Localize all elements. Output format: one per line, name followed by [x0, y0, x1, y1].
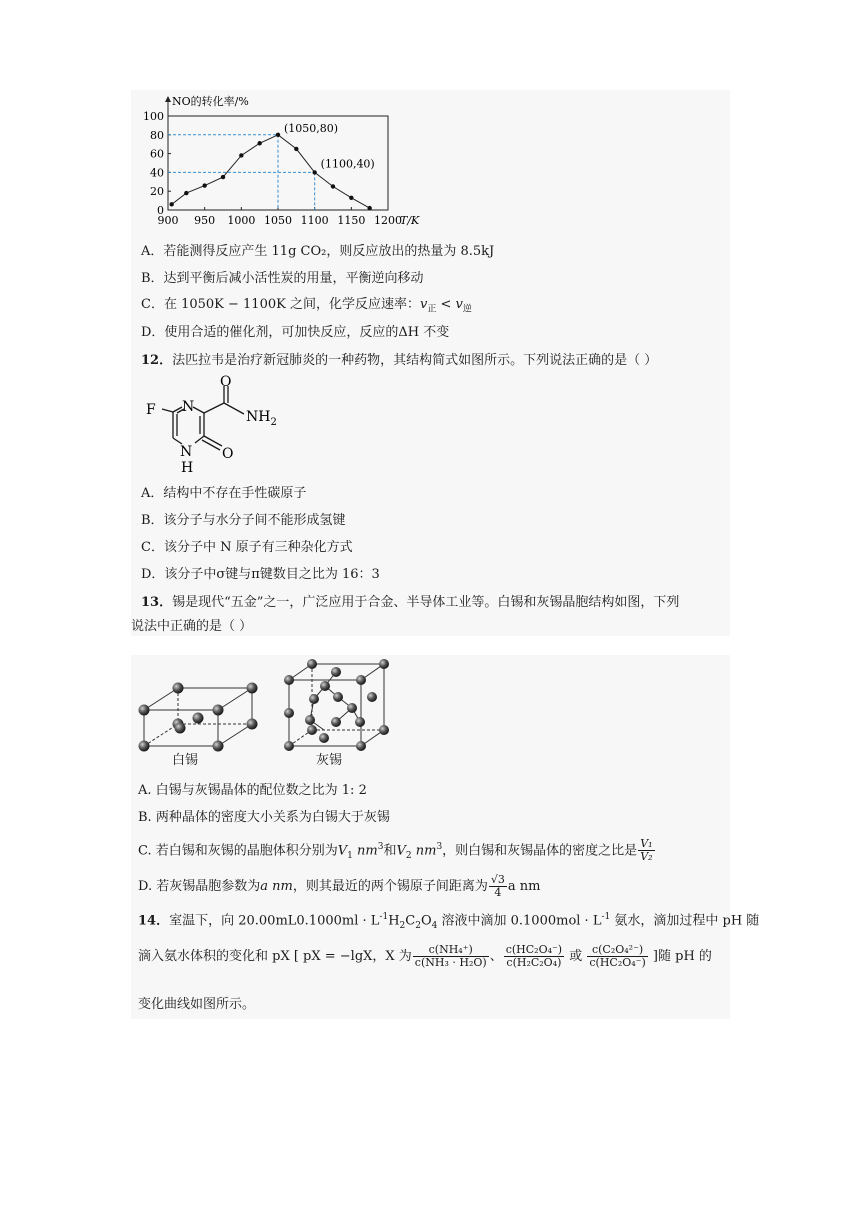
grey-tin-cell-diagram [280, 656, 392, 756]
q11-option-c [141, 296, 472, 319]
data-point [349, 196, 353, 200]
frac1-den: c(NH₃ · H₂O) [414, 956, 487, 969]
q14-line3: 变化曲线如图所示。 [138, 997, 256, 1012]
separator-1: 、 [489, 949, 503, 964]
q14-sub-3: 4 [431, 920, 438, 931]
fluorine-label: F [146, 402, 156, 418]
frac2-den: c(H₂C₂O₄) [506, 956, 562, 969]
oxygen-top-label: O [220, 374, 232, 390]
q12-stem-text: 法匹拉韦是治疗新冠肺炎的一种药物，其结构简式如图所示。下列说法正确的是（ ） [172, 353, 658, 368]
data-point [294, 147, 298, 151]
q12-option-c: C．该分子中 N 原子有三种杂化方式 [141, 540, 353, 555]
x-tick-label: 1000 [227, 214, 256, 227]
data-point [221, 175, 225, 179]
q14-sub-2: 2 [415, 920, 421, 931]
q14-c: C [405, 913, 416, 929]
conversion-line [172, 135, 370, 208]
nitrogen-bottom-label: N [180, 444, 193, 460]
volume-v2: V [396, 843, 406, 859]
data-point [239, 153, 243, 157]
x-axis-title: T/K [400, 214, 420, 227]
density-ratio-fraction [638, 838, 654, 863]
data-point [312, 170, 316, 174]
distance-unit: a nm [507, 879, 541, 894]
q13-stem-text: 锡是现代“五金”之一，广泛应用于合金、半导体工业等。白锡和灰锡晶胞结构如图，下列 [172, 595, 680, 610]
q13-option-d-text: D. 若灰锡晶胞参数为 [138, 879, 261, 894]
distance-fraction [489, 874, 507, 899]
q13-number: 13． [141, 595, 173, 610]
volume-v2-sub: 2 [405, 850, 412, 861]
q12-option-d: D．该分子中σ键与π键数目之比为 16：3 [141, 567, 380, 582]
q11-option-b: B．达到平衡后减小活性炭的用量，平衡逆向移动 [141, 271, 424, 286]
fraction-numerator-sqrt: √3 [490, 873, 505, 886]
q13-stem-line2: 说法中正确的是（ ） [131, 619, 253, 634]
data-point [276, 133, 280, 137]
q12-option-b: B．该分子与水分子间不能形成氢键 [141, 513, 346, 528]
y-axis-arrow-icon [165, 96, 171, 102]
amine-subscript: 2 [270, 417, 277, 428]
nitrogen-ring-label: N [182, 399, 195, 415]
q14-line2-b: ]随 pH 的 [648, 949, 712, 964]
white-tin-label: 白锡 [172, 753, 199, 768]
data-point [257, 141, 261, 145]
volume-v1: V [337, 843, 348, 859]
q11-option-d: D．使用合适的催化剂，可加快反应，反应的ΔH 不变 [141, 325, 450, 340]
q12-option-a: A．结构中不存在手性碳原子 [141, 486, 307, 501]
y-tick-label: 100 [143, 110, 164, 123]
conversion-rate-chart [136, 92, 426, 232]
sub-reverse: 逆 [462, 304, 472, 315]
fraction-denominator-4: 4 [494, 886, 502, 899]
q14-number: 14． [138, 913, 170, 929]
q14-line1 [138, 908, 759, 935]
unit-nm-1: nm [352, 843, 378, 859]
x-tick-label: 1150 [337, 214, 366, 227]
q13-option-c-text: C. 若白锡和灰锡的晶胞体积分别为 [138, 843, 338, 859]
q13-option-a: A. 白锡与灰锡晶体的配位数之比为 1: 2 [138, 783, 367, 798]
ratio-fraction-3 [587, 944, 647, 969]
x-tick-label: 1100 [300, 214, 329, 227]
q13-option-c [138, 838, 656, 865]
q14-text-f: 氨水，滴加过程中 pH 随 [610, 913, 760, 929]
favipiravir-structure [140, 374, 290, 478]
volume-v1-sub: 1 [347, 850, 353, 861]
q11-option-a: A．若能测得反应产生 11g CO₂，则反应放出的热量为 8.5kJ [141, 244, 495, 259]
and-word: 和 [383, 843, 397, 859]
frac2-num: c(HC₂O₄⁻) [505, 943, 563, 956]
y-tick-label: 0 [157, 204, 164, 217]
y-axis-title: NO的转化率/% [172, 95, 249, 108]
q11-option-c-text: C．在 1050K − 1100K 之间，化学反应速率： [141, 297, 420, 312]
lattice-param: a nm [260, 879, 293, 894]
amine-label [246, 409, 277, 428]
frac3-den: c(HC₂O₄⁻) [589, 956, 646, 969]
q13-option-d [138, 874, 540, 899]
white-tin-cell-diagram [134, 676, 264, 760]
amine-nh: NH [246, 409, 271, 425]
q14-line2 [138, 944, 712, 969]
q14-exp-1: -1 [379, 912, 389, 922]
sub-forward: 正 [427, 304, 437, 315]
unit-exp-1: 3 [377, 842, 384, 852]
hydrogen-label: H [181, 460, 194, 476]
fraction-numerator: V₁ [640, 837, 653, 851]
data-point [331, 184, 335, 188]
x-tick-label: 950 [194, 214, 216, 227]
y-tick-label: 40 [150, 166, 164, 180]
fraction-denominator: V₂ [640, 850, 653, 864]
oxygen-right-label: O [222, 446, 234, 462]
annotation-label: (1050,80) [284, 121, 339, 135]
lt-sign: < [436, 297, 456, 312]
x-tick-label: 1050 [264, 214, 292, 227]
data-point [169, 202, 173, 206]
grey-tin-label: 灰锡 [316, 753, 343, 768]
x-tick-label: 900 [157, 214, 179, 227]
q12-number: 12． [141, 353, 173, 368]
q14-sub-1: 2 [399, 920, 406, 931]
q14-text-a: 室温下，向 20.00mL0.1000ml · L [169, 913, 380, 929]
v-symbol-2: v [455, 297, 463, 312]
q14-line2-a: 滴入氨水体积的变化和 pX [ pX = −lgX，X 为 [138, 949, 412, 964]
q12-stem [141, 352, 657, 370]
frac1-num: c(NH₄⁺) [413, 944, 489, 957]
unit-exp-2: 3 [436, 842, 443, 852]
annotation-label: (1100,40) [320, 157, 375, 171]
q13-option-d-mid: ，则其最近的两个锡原子间距离为 [292, 879, 488, 894]
q14-h: H [388, 913, 400, 929]
q13-option-b: B. 两种晶体的密度大小关系为白锡大于灰锡 [138, 810, 390, 825]
data-point [367, 206, 371, 210]
frac3-num: c(C₂O₄²⁻) [587, 944, 647, 957]
q13-stem-line1 [141, 594, 679, 612]
y-tick-label: 20 [150, 185, 164, 199]
data-point [184, 191, 188, 195]
unit-nm-2: nm [411, 843, 437, 859]
q14-o: O [420, 913, 432, 929]
data-point [202, 183, 206, 187]
q14-text-e: 溶液中滴加 0.1000mol · L [437, 913, 602, 929]
separator-2: 或 [565, 949, 587, 964]
y-tick-label: 80 [150, 128, 164, 142]
q13-option-c-mid: ，则白锡和灰锡晶体的密度之比是 [442, 843, 638, 859]
y-tick-label: 60 [150, 147, 164, 161]
ratio-fraction-2 [504, 944, 564, 969]
q14-exp-2: -1 [601, 912, 611, 922]
ratio-fraction-1 [413, 944, 489, 969]
x-tick-label: 1200 [374, 214, 402, 227]
v-symbol: v [419, 297, 428, 312]
